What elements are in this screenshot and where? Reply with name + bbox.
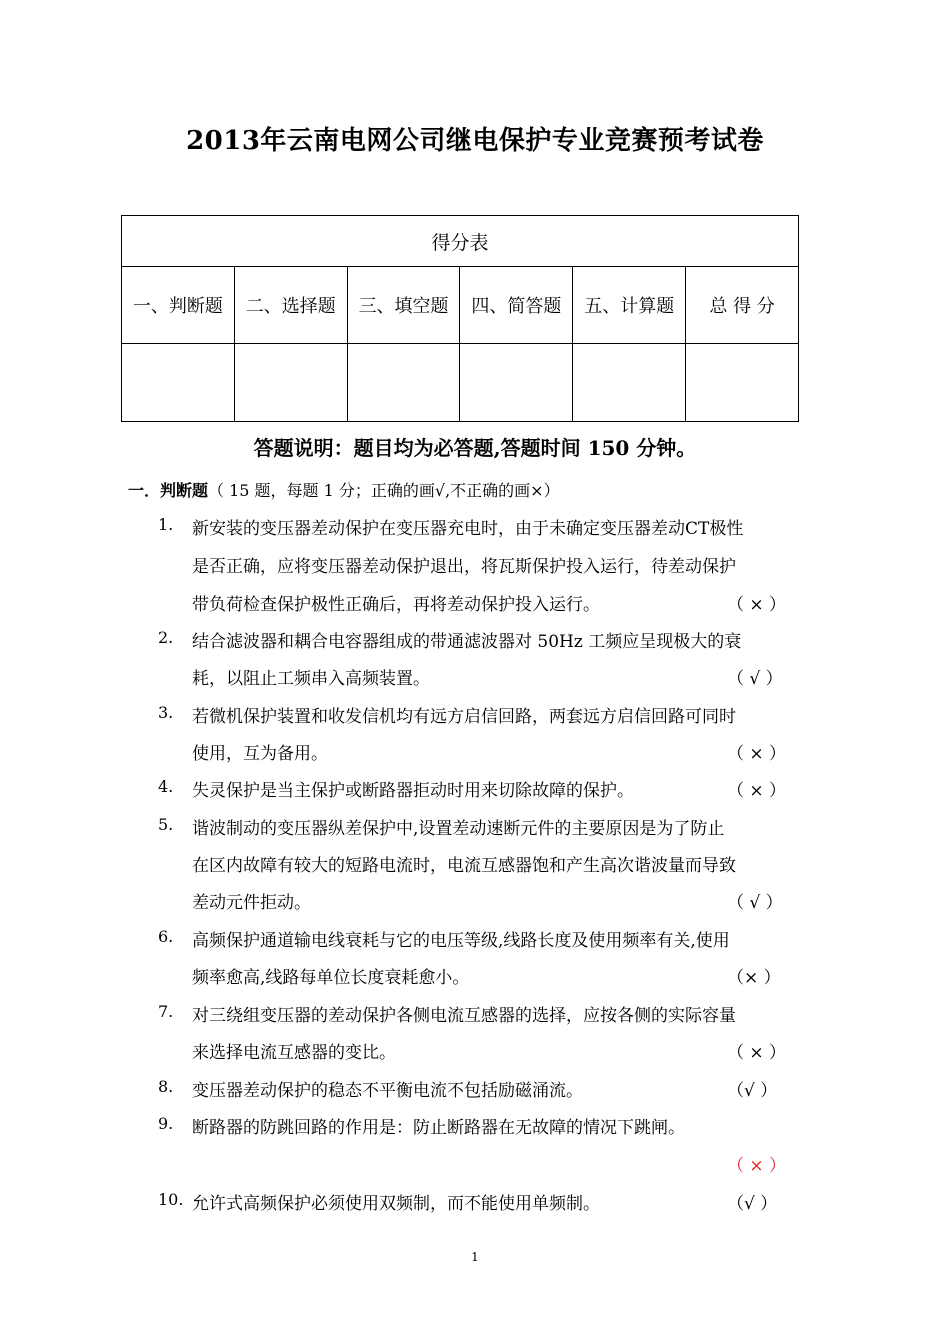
question-number: 6. xyxy=(158,927,174,946)
score-cell[interactable] xyxy=(347,344,460,422)
question-text-line: 对三绕组变压器的差动保护各侧电流互感器的选择，应按各侧的实际容量 xyxy=(192,1006,736,1026)
page-number: 1 xyxy=(471,1250,479,1264)
score-col-short: 四、简答题 xyxy=(460,267,573,344)
question-number: 9. xyxy=(158,1114,174,1133)
score-table-header: 得分表 xyxy=(122,216,799,267)
score-cell[interactable] xyxy=(460,344,573,422)
answer-text: （ × ） xyxy=(727,595,787,615)
answer-mark xyxy=(727,963,781,988)
score-col-total: 总 得 分 xyxy=(686,267,799,344)
question-text-line: 若微机保护装置和收发信机均有远方启信回路，两套远方启信回路可同时 xyxy=(192,707,736,727)
score-col-calc: 五、计算题 xyxy=(573,267,686,344)
question-text-line: 断路器的防跳回路的作用是：防止断路器在无故障的情况下跳闸。 xyxy=(192,1118,685,1138)
question-text-line: 差动元件拒动。 xyxy=(192,893,311,913)
question-number: 4. xyxy=(158,777,174,796)
question-text-line: 新安装的变压器差动保护在变压器充电时，由于未确定变压器差动CT极性 xyxy=(192,519,744,539)
page-title: 2013年云南电网公司继电保护专业竞赛预考试卷 xyxy=(186,126,764,156)
answer-mark xyxy=(727,1076,777,1101)
question-text-line: 谐波制动的变压器纵差保护中,设置差动速断元件的主要原因是为了防止 xyxy=(192,819,725,839)
score-cell[interactable] xyxy=(686,344,799,422)
question-text-line: 允许式高频保护必须使用双频制，而不能使用单频制。 xyxy=(192,1194,600,1214)
question-text-line: 变压器差动保护的稳态不平衡电流不包括励磁涌流。 xyxy=(192,1081,583,1101)
answer-text: （ × ） xyxy=(727,1043,787,1063)
answer-mark xyxy=(727,776,786,801)
question-text-line: 使用，互为备用。 xyxy=(192,744,328,764)
answer-text: （× ） xyxy=(727,968,781,988)
question-text-line: 高频保护通道输电线衰耗与它的电压等级,线路长度及使用频率有关,使用 xyxy=(192,931,730,951)
question-text-line: 结合滤波器和耦合电容器组成的带通滤波器对 50Hz 工频应呈现极大的衰 xyxy=(192,632,742,652)
answer-mark xyxy=(727,1151,786,1176)
score-cell[interactable] xyxy=(234,344,347,422)
question-text-line: 带负荷检查保护极性正确后，再将差动保护投入运行。 xyxy=(192,595,600,615)
answer-mark xyxy=(727,590,786,615)
question-text-line: 失灵保护是当主保护或断路器拒动时用来切除故障的保护。 xyxy=(192,781,634,801)
question-text-line: 频率愈高,线路每单位长度衰耗愈小。 xyxy=(192,968,470,988)
answer-text: （ √ ） xyxy=(727,893,783,913)
question-number: 10. xyxy=(158,1190,184,1209)
section-heading xyxy=(128,478,560,501)
question-number: 7. xyxy=(158,1002,174,1021)
instructions: 答题说明：题目均为必答题,答题时间 150 分钟。 xyxy=(253,436,697,460)
answer-text: （√ ） xyxy=(727,1081,778,1101)
question-text-line: 来选择电流互感器的变比。 xyxy=(192,1043,396,1063)
question-number: 1. xyxy=(158,515,174,534)
answer-mark xyxy=(727,888,783,913)
question-text-line: 耗，以阻止工频串入高频装置。 xyxy=(192,669,430,689)
question-text-line: 在区内故障有较大的短路电流时，电流互感器饱和产生高次谐波量而导致 xyxy=(192,856,736,876)
answer-mark xyxy=(727,739,786,764)
score-cell[interactable] xyxy=(122,344,235,422)
section-rule: （ 15 题，每题 1 分；正确的画√,不正确的画×） xyxy=(208,481,560,500)
score-cell[interactable] xyxy=(573,344,686,422)
answer-text: （√ ） xyxy=(727,1194,778,1214)
question-number: 8. xyxy=(158,1077,174,1096)
score-table xyxy=(121,215,799,422)
answer-text: （ × ） xyxy=(727,781,787,801)
question-number: 3. xyxy=(158,703,174,722)
score-col-fill: 三、填空题 xyxy=(347,267,460,344)
answer-text: （ × ） xyxy=(727,744,787,764)
answer-mark xyxy=(727,1038,786,1063)
answer-mark xyxy=(727,1189,777,1214)
answer-mark xyxy=(727,664,783,689)
question-number: 2. xyxy=(158,628,174,647)
answer-text: （ × ） xyxy=(727,1156,787,1176)
question-number: 5. xyxy=(158,815,174,834)
section-label: 一．判断题 xyxy=(128,481,209,500)
question-text-line: 是否正确，应将变压器差动保护退出，将瓦斯保护投入运行，待差动保护 xyxy=(192,557,736,577)
score-col-choice: 二、选择题 xyxy=(234,267,347,344)
score-col-judgment: 一、判断题 xyxy=(122,267,235,344)
answer-text: （ √ ） xyxy=(727,669,783,689)
